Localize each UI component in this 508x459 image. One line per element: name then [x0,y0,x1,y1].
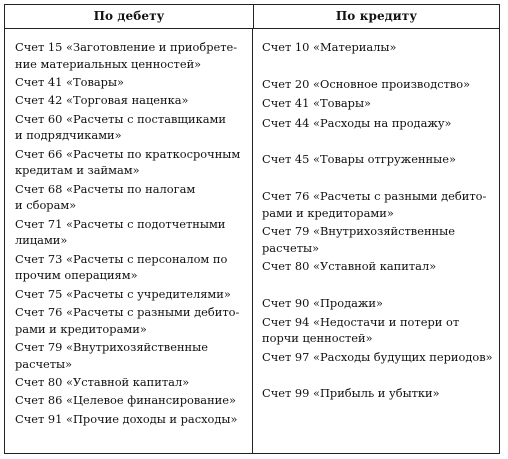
credit-entry: Счет 90 «Продажи» [262,295,383,310]
debit-entry: Счет 68 «Расчеты по налогам и сборам» [15,181,196,213]
debit-entry: Счет 73 «Расчеты с персоналом по прочим операциям» [15,251,228,283]
debit-entry: Счет 60 «Расчеты с поставщиками и подрядчиками» [15,111,226,143]
credit-entry: Счет 97 «Расходы будущих периодов» [262,349,493,364]
credit-column [253,29,499,453]
debit-entry: Счет 71 «Расчеты с подотчетными лицами» [15,216,226,248]
credit-entry: Счет 80 «Уставной капитал» [262,259,437,274]
debit-entry: Счет 75 «Расчеты с учредителями» [15,286,231,301]
debit-entry: Счет 91 «Прочие доходы и расходы» [15,411,238,426]
debit-entry: Счет 79 «Внутрихозяйственные расчеты» [15,340,208,371]
debit-entry: Счет 42 «Торговая наценка» [15,93,189,108]
credit-entry: Счет 79 «Внутрихозяйственные расчеты» [262,224,455,255]
table-body [5,29,499,453]
debit-entry: Счет 66 «Расчеты по краткосрочным кредитам и займам» [15,146,241,178]
credit-entry: Счет 20 «Основное производство» [262,76,471,91]
debit-column [5,29,253,453]
credit-entry: Счет 99 «Прибыль и убытки» [262,386,440,401]
credit-entry: Счет 45 «Товары отгруженные» [262,152,456,167]
debit-column-header: По дебету [5,5,254,28]
credit-entry: Счет 10 «Материалы» [262,40,397,54]
debit-entry: Счет 15 «Заготовление и приобрете- ние материальных ценностей» [15,40,238,71]
debit-entry: Счет 41 «Товары» [15,74,124,89]
accounts-table [4,4,500,454]
credit-entry: Счет 94 «Недостачи и потери от порчи ценностей» [262,314,460,346]
debit-entry: Счет 80 «Уставной капитал» [15,375,190,390]
debit-entry: Счет 76 «Расчеты с разными дебито- рами и кредиторами» [15,305,240,336]
debit-entry: Счет 86 «Целевое финансирование» [15,393,236,408]
credit-entry: Счет 76 «Расчеты с разными дебито- рами и кредиторами» [262,188,487,220]
credit-entry: Счет 41 «Товары» [262,96,371,111]
credit-entry: Счет 44 «Расходы на продажу» [262,115,452,130]
credit-column-header: По кредиту [335,9,418,23]
table-header [5,5,499,29]
